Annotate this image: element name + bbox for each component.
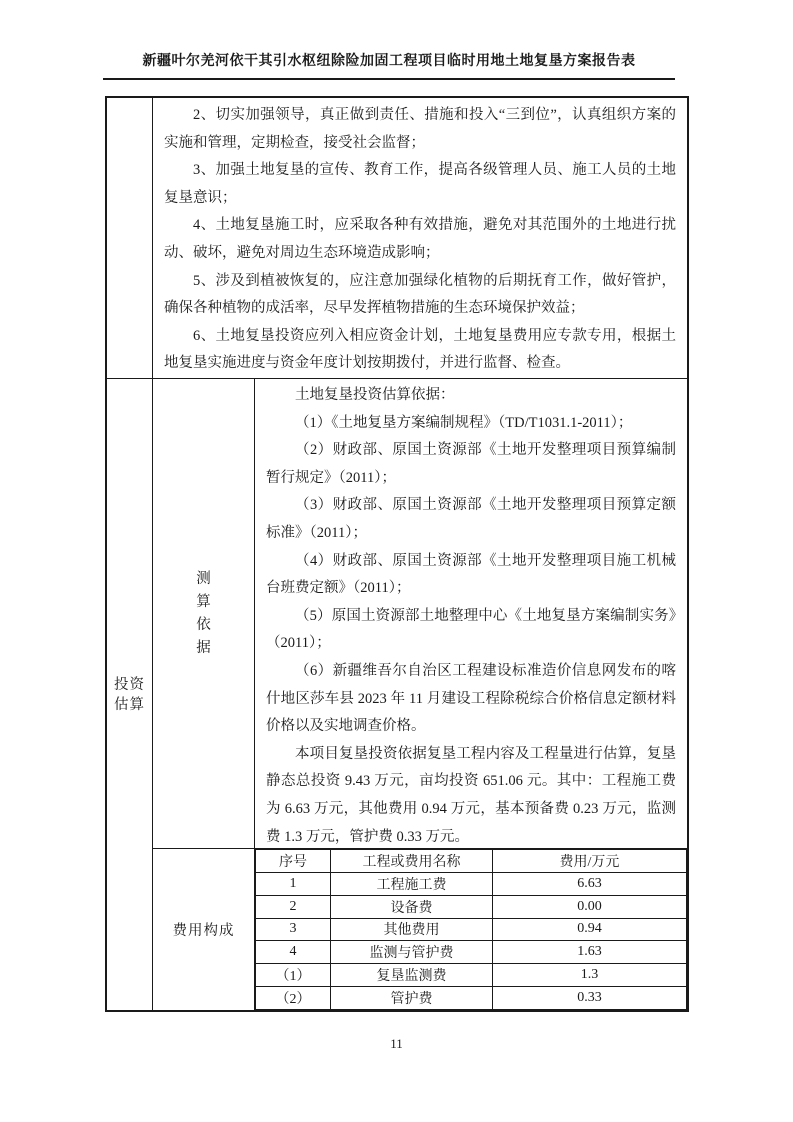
fee-cell-no: 1: [256, 872, 331, 895]
document-title: 新疆叶尔羌河依干其引水枢纽除险加固工程项目临时用地土地复垦方案报告表: [103, 50, 675, 80]
fee-header-name: 工程或费用名称: [331, 850, 493, 873]
fee-cell-cost: 0.33: [493, 987, 687, 1010]
fee-table: [255, 849, 687, 1010]
fee-table-row: [256, 987, 687, 1010]
cost-breakdown-label-cell: [153, 849, 255, 1010]
cost-breakdown-row: [153, 849, 687, 1010]
requirements-section: [107, 98, 687, 379]
estimate-basis-content: [255, 379, 687, 848]
fee-cell-no: 3: [256, 918, 331, 941]
fee-cell-cost: 1.3: [493, 964, 687, 987]
fee-cell-cost: 0.00: [493, 895, 687, 918]
basis-item: （5）原国土资源部土地整理中心《土地复垦方案编制实务》（2011）；: [266, 607, 676, 652]
basis-item: （4）财政部、原国土资源部《土地开发整理项目施工机械台班费定额》（2011）；: [266, 552, 676, 597]
investment-row-label-cell: [107, 379, 153, 1010]
investment-row-label: 投资估算: [114, 676, 145, 713]
fee-table-row: [256, 964, 687, 987]
requirement-paragraph: 2、切实加强领导，真正做到责任、措施和投入“三到位”，认真组织方案的实施和管理，定期检查，接受社会监督；: [164, 107, 676, 151]
investment-section: [107, 379, 687, 1010]
fee-table-header-row: [256, 850, 687, 873]
estimate-basis-label: 测算依据: [196, 570, 211, 656]
requirements-content: [153, 98, 687, 378]
cost-breakdown-label: 费用构成: [172, 923, 235, 939]
requirement-paragraph: 4、土地复垦施工时，应采取各种有效措施，避免对其范围外的土地进行扰动、破坏，避免对周边生态环境造成影响；: [164, 217, 676, 261]
basis-intro: 土地复垦投资估算依据：: [295, 387, 455, 403]
fee-cell-name: 其他费用: [331, 918, 493, 941]
page-number: 11: [390, 1036, 403, 1051]
fee-cell-cost: 1.63: [493, 941, 687, 964]
fee-table-row: [256, 918, 687, 941]
requirements-label-cell-empty: [107, 98, 153, 378]
fee-cell-cost: 6.63: [493, 872, 687, 895]
fee-cell-name: 管护费: [331, 987, 493, 1010]
investment-detail-columns: [153, 379, 687, 1010]
fee-cell-no: （1）: [256, 964, 331, 987]
fee-cell-name: 设备费: [331, 895, 493, 918]
fee-cell-name: 监测与管护费: [331, 941, 493, 964]
fee-cell-name: 工程施工费: [331, 872, 493, 895]
estimate-basis-row: [153, 379, 687, 849]
fee-cell-name: 复垦监测费: [331, 964, 493, 987]
fee-cell-cost: 0.94: [493, 918, 687, 941]
basis-item: （1）《土地复垦方案编制规程》（TD/T1031.1-2011）；: [295, 414, 633, 431]
fee-table-row: [256, 895, 687, 918]
fee-header-no: 序号: [256, 850, 331, 873]
fee-cell-no: （2）: [256, 987, 331, 1010]
fee-header-cost: 费用/万元: [493, 850, 687, 873]
report-table: [105, 96, 689, 1012]
fee-table-cell: [255, 849, 687, 1010]
fee-table-row: [256, 941, 687, 964]
fee-cell-no: 4: [256, 941, 331, 964]
requirement-paragraph: 3、加强土地复垦的宣传、教育工作，提高各级管理人员、施工人员的土地复垦意识；: [164, 162, 676, 206]
estimate-basis-label-cell: [153, 379, 255, 848]
requirement-paragraph: 6、土地复垦投资应列入相应资金计划，土地复垦费用应专款专用，根据土地复垦实施进度与资金年度计划按期拨付，并进行监督、检查。: [164, 327, 676, 372]
fee-cell-no: 2: [256, 895, 331, 918]
fee-table-row: [256, 872, 687, 895]
requirement-paragraph: 5、涉及到植被恢复的，应注意加强绿化植物的后期抚育工作，做好管护，确保各种植物的成活率，尽早发挥植物措施的生态环境保护效益；: [164, 272, 676, 317]
basis-item: （3）财政部、原国土资源部《土地开发整理项目预算定额标准》（2011）；: [266, 497, 676, 541]
basis-item: （2）财政部、原国土资源部《土地开发整理项目预算编制暂行规定》（2011）；: [266, 442, 676, 486]
basis-summary: 本项目复垦投资依据复垦工程内容及工程量进行估算，复垦静态总投资 9.43 万元，亩均投资 651.06 元。其中：工程施工费为 6.63 万元，其他费用 0.94 万元，基本预备费 0.23 万元，监测费 1.3 万元，管护费 0.33 万元。: [266, 745, 676, 845]
basis-item: （6）新疆维吾尔自治区工程建设标准造价信息网发布的喀什地区莎车县 2023 年 11 月建设工程除税综合价格信息定额材料价格以及实地调查价格。: [266, 662, 676, 735]
